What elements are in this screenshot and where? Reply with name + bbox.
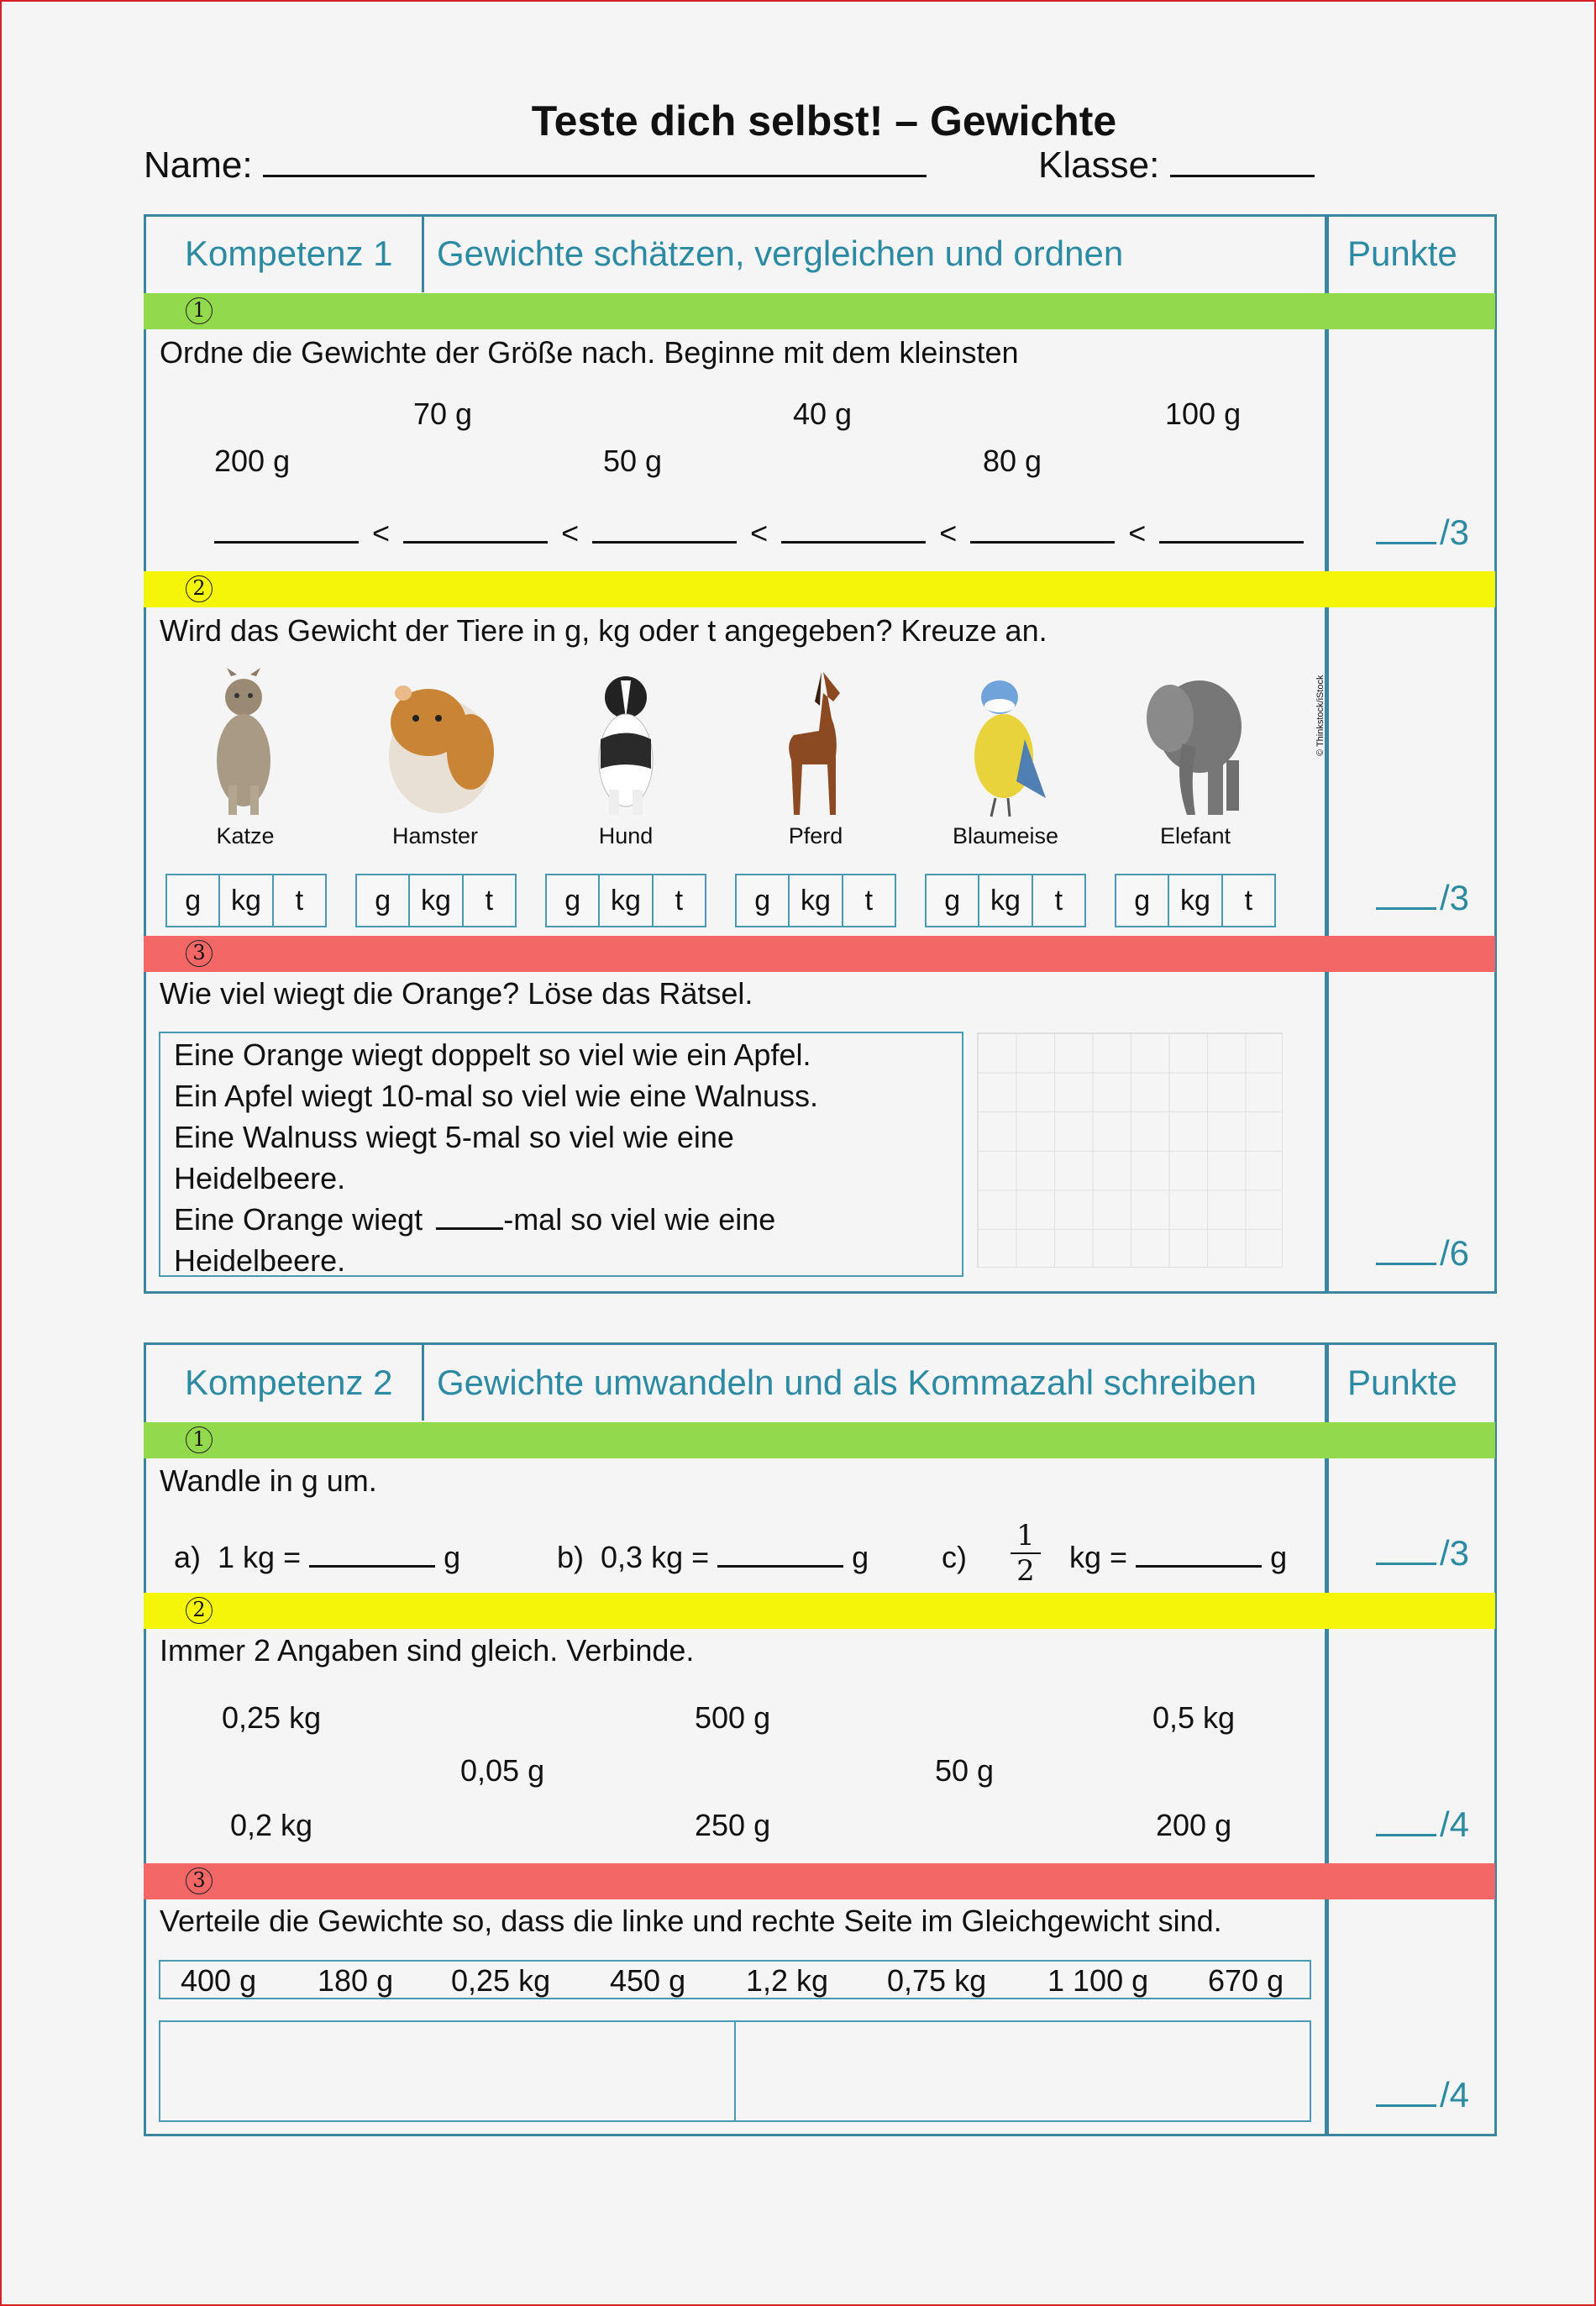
match-item[interactable]: 0,5 kg (1152, 1700, 1236, 1735)
less-than: < (561, 516, 580, 550)
k2-task2-score[interactable]: /4 (1376, 1804, 1469, 1845)
unit-t[interactable]: t (864, 885, 874, 917)
order-answer-row (214, 516, 1304, 551)
k2-task2-instruction: Immer 2 Angaben sind gleich. Verbinde. (160, 1633, 695, 1668)
convert-b (557, 1540, 869, 1575)
answer-blank[interactable] (1136, 1548, 1262, 1568)
k2-task1-score[interactable]: /3 (1376, 1533, 1469, 1573)
k2-task2-band (144, 1593, 1495, 1629)
k1-label: Kompetenz 1 (185, 234, 393, 273)
balance-weight[interactable]: 400 g (181, 1963, 257, 1998)
unit-kg[interactable]: kg (790, 875, 843, 926)
less-than: < (939, 516, 958, 550)
less-than: < (372, 516, 391, 550)
fraction (1011, 1519, 1041, 1588)
weight-item: 40 g (793, 397, 853, 431)
k1-topic: Gewichte schätzen, vergleichen und ordnen (437, 234, 1124, 273)
unit-t[interactable]: t (675, 885, 684, 917)
k1-header-divider (422, 214, 424, 292)
answer-blank[interactable] (781, 524, 926, 544)
k1-task3-score[interactable]: /6 (1376, 1233, 1469, 1274)
unit-t[interactable]: t (1054, 885, 1063, 917)
k1-task1-instruction: Ordne die Gewichte der Größe nach. Beginne mit dem kleinsten (160, 335, 1019, 370)
convert-c (1069, 1540, 1287, 1575)
unit-g[interactable]: g (547, 875, 600, 926)
fraction-denominator: 2 (1011, 1552, 1041, 1588)
k1-task1-number: 1 (186, 297, 213, 324)
convert-expression: kg = (1069, 1540, 1128, 1574)
class-field[interactable] (1038, 144, 1315, 186)
balance-weight[interactable]: 0,75 kg (887, 1963, 987, 1998)
k2-label: Kompetenz 2 (185, 1363, 393, 1402)
photo-credit: © Thinkstock/iStock (1315, 675, 1326, 756)
unit: g (852, 1540, 869, 1574)
animal-label: Katze (216, 823, 275, 848)
unit-t[interactable]: t (1244, 885, 1253, 917)
unit: g (444, 1540, 461, 1574)
balance-weight[interactable]: 180 g (318, 1963, 394, 1998)
k2-header-divider (422, 1342, 424, 1421)
unit-g[interactable]: g (167, 875, 220, 926)
balance-weight[interactable]: 670 g (1208, 1963, 1284, 1998)
match-item[interactable]: 200 g (1156, 1808, 1232, 1842)
riddle-answer-line (174, 1202, 775, 1237)
k2-task2-number: 2 (186, 1597, 213, 1624)
unit-choice-pferd[interactable] (735, 874, 896, 927)
answer-blank[interactable] (592, 524, 737, 544)
name-label: Name: (144, 144, 253, 186)
weight-item: 100 g (1165, 397, 1242, 431)
balance-left-side[interactable] (159, 2020, 736, 2122)
elephant-icon (1141, 668, 1250, 819)
k2-task1-instruction: Wandle in g um. (160, 1463, 377, 1498)
k2-task3-instruction: Verteile die Gewichte so, dass die linke und rechte Seite im Gleichgewicht sind. (160, 1904, 1222, 1938)
k1-task3-number: 3 (186, 940, 213, 967)
answer-blank[interactable] (1159, 524, 1304, 544)
name-field[interactable] (144, 144, 927, 186)
k2-points-divider (1325, 1342, 1329, 2136)
unit-g[interactable]: g (357, 875, 410, 926)
item-label: b) (557, 1540, 585, 1574)
k2-topic: Gewichte umwandeln und als Kommazahl schreiben (437, 1363, 1257, 1402)
riddle-text: Eine Orange wiegt (174, 1202, 423, 1237)
unit-choice-elefant[interactable] (1115, 874, 1276, 927)
match-item[interactable]: 0,2 kg (230, 1808, 313, 1842)
balance-right-side[interactable] (734, 2020, 1311, 2122)
k2-points-label: Punkte (1347, 1363, 1457, 1402)
k2-task3-number: 3 (186, 1867, 213, 1894)
match-item[interactable]: 500 g (695, 1700, 771, 1735)
balance-weight[interactable]: 450 g (610, 1963, 686, 1998)
match-item[interactable]: 0,05 g (460, 1753, 545, 1788)
unit-choice-katze[interactable] (165, 874, 327, 927)
riddle-line: Eine Walnuss wiegt 5-mal so viel wie eine (174, 1120, 734, 1154)
kompetenz2-section (144, 1342, 1497, 2136)
k1-task2-number: 2 (186, 575, 213, 602)
unit: g (1270, 1540, 1288, 1574)
hamster-icon (378, 672, 496, 819)
k1-task1-score[interactable]: /3 (1376, 512, 1469, 553)
bluetit-icon (958, 672, 1050, 819)
weight-item: 200 g (214, 444, 291, 478)
k1-task2-score[interactable]: /3 (1376, 878, 1469, 918)
answer-blank[interactable] (309, 1548, 435, 1568)
class-label: Klasse: (1038, 144, 1160, 186)
weight-item: 50 g (603, 444, 663, 478)
unit-g[interactable]: g (927, 875, 979, 926)
balance-weight[interactable]: 1 100 g (1047, 1963, 1149, 1998)
weight-item: 70 g (413, 397, 473, 431)
name-line[interactable] (263, 150, 927, 177)
horse-icon (773, 668, 857, 819)
convert-a (174, 1540, 460, 1575)
unit-choice-hund[interactable] (545, 874, 706, 927)
riddle-blank[interactable] (436, 1211, 503, 1230)
unit-kg[interactable]: kg (1169, 875, 1222, 926)
dog-icon (584, 668, 668, 819)
answer-blank[interactable] (214, 524, 359, 544)
less-than: < (1128, 516, 1147, 550)
convert-expression: 0,3 kg = (601, 1540, 710, 1574)
match-item[interactable]: 0,25 kg (222, 1700, 322, 1735)
riddle-line: Heidelbeere. (174, 1161, 346, 1195)
k1-task3-band (144, 936, 1495, 972)
less-than: < (750, 516, 769, 550)
riddle-text: -mal so viel wie eine (503, 1202, 776, 1237)
unit-choice-hamster[interactable] (355, 874, 517, 927)
animal-label: Blaumeise (952, 823, 1059, 848)
match-item[interactable]: 250 g (695, 1808, 771, 1842)
k1-points-label: Punkte (1347, 234, 1457, 273)
animal-label: Hamster (391, 823, 478, 848)
answer-blank[interactable] (970, 524, 1115, 544)
cat-icon (202, 668, 286, 819)
class-line[interactable] (1170, 150, 1315, 177)
match-item[interactable]: 50 g (935, 1753, 995, 1788)
answer-blank[interactable] (403, 524, 548, 544)
k2-task1-band (144, 1422, 1495, 1458)
calc-grid[interactable] (977, 1032, 1283, 1268)
item-label: a) (174, 1540, 202, 1574)
convert-expression: 1 kg = (218, 1540, 302, 1574)
answer-blank[interactable] (717, 1548, 843, 1568)
unit-kg[interactable]: kg (220, 875, 273, 926)
unit-kg[interactable]: kg (600, 875, 653, 926)
balance-weight[interactable]: 1,2 kg (746, 1963, 829, 1998)
unit-kg[interactable]: kg (979, 875, 1032, 926)
riddle-line: Ein Apfel wiegt 10-mal so viel wie eine Walnuss. (174, 1079, 819, 1113)
animal-label: Elefant (1159, 823, 1231, 848)
weight-item: 80 g (983, 444, 1042, 478)
k1-task3-instruction: Wie viel wiegt die Orange? Löse das Rätsel. (160, 976, 753, 1011)
k1-task2-instruction: Wird das Gewicht der Tiere in g, kg oder t angegeben? Kreuze an. (160, 613, 1047, 648)
unit-t[interactable]: t (295, 885, 304, 917)
unit-t[interactable]: t (485, 885, 494, 917)
k2-task1-number: 1 (186, 1426, 213, 1453)
k1-task1-band (144, 293, 1495, 329)
k2-task3-score[interactable]: /4 (1376, 2075, 1469, 2115)
unit-g[interactable]: g (737, 875, 790, 926)
unit-choice-blaumeise[interactable] (925, 874, 1086, 927)
balance-weight[interactable]: 0,25 kg (451, 1963, 551, 1998)
page-title: Teste dich selbst! – Gewichte (531, 97, 1117, 144)
animal-label: Pferd (788, 823, 843, 848)
riddle-line: Eine Orange wiegt doppelt so viel wie ein Apfel. (174, 1037, 811, 1072)
fraction-numerator: 1 (1016, 1519, 1035, 1552)
riddle-line: Heidelbeere. (174, 1243, 346, 1278)
k1-task2-band (144, 571, 1495, 607)
convert-c-label: c) (942, 1540, 967, 1574)
k2-task3-band (144, 1863, 1495, 1899)
animal-label: Hund (598, 823, 654, 848)
unit-g[interactable]: g (1116, 875, 1169, 926)
unit-kg[interactable]: kg (410, 875, 463, 926)
